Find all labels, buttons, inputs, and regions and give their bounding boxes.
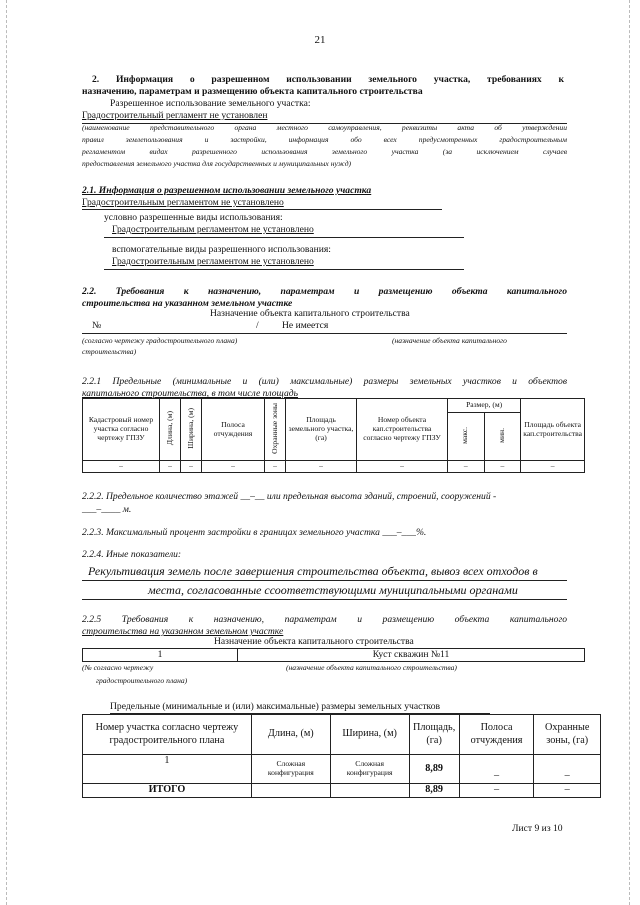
col-size: Размер, (м) [448, 399, 521, 413]
limits-cell [330, 783, 409, 797]
table-cell: – [448, 461, 485, 473]
limits-table [82, 714, 601, 798]
section223-line: 2.2.3. Максимальный процент застройки в границах земельного участка ___–___%. [82, 527, 427, 538]
note-line3: регламентом видах разрешенного использования земельного участка (за исключением случаев [82, 147, 567, 156]
col-strip: Полоса отчуждения [202, 399, 265, 461]
limits-header: Номер участка согласно чертежу градостроительного плана [83, 715, 252, 755]
limits-cell: 8,89 [409, 755, 459, 783]
auxiliary-use-underline [104, 269, 464, 270]
limits-total-label: ИТОГО [83, 783, 252, 797]
table-cell: – [286, 461, 357, 473]
section225-no-cell: 1 [83, 649, 238, 662]
conditional-use-value: Градостроительным регламентом не установлено [112, 224, 314, 235]
section22-purpose-label: Назначение объекта капитального строительства [210, 308, 410, 319]
section225-purpose-cell: Куст скважин №11 [238, 649, 585, 662]
handwritten-underline2 [82, 599, 567, 600]
col-min: мин. [484, 413, 521, 461]
col-max: макс. [448, 413, 485, 461]
handwritten-line2: места, согласованные ссоответствующими муниципальными органами [148, 583, 518, 597]
table-cell: – [83, 461, 160, 473]
handwritten-line1: Рекультивация земель после завершения строительства объекта, вывоз всех отходов в [88, 564, 538, 578]
section22-heading-line1: 2.2. Требования к назначению, параметрам и размещению объекта капитального [82, 286, 567, 297]
section225-caption-left-line2: градостроительного плана) [96, 676, 188, 685]
conditional-use-label: условно разрешенные виды использования: [104, 212, 283, 223]
section22-caption-left-line1: (согласно чертежу градостроительного плана) [82, 336, 238, 345]
table-cell: – [202, 461, 265, 473]
section225-heading-line1: 2.2.5 Требования к назначению, параметрам и размещению объекта капитального [82, 614, 567, 625]
handwritten-underline1 [82, 580, 567, 581]
note-line4: предоставления земельного участка для государственных и муниципальных нужд) [82, 159, 352, 168]
section21-main-underline [82, 209, 442, 210]
limits-header: Ширина, (м) [330, 715, 409, 755]
section2-heading-line2: назначению, параметрам и размещению объекта капитального строительства [82, 86, 423, 97]
section222-line2: ___–____ м. [82, 504, 132, 515]
page-number: 21 [314, 34, 326, 46]
right-scan-edge [629, 0, 633, 905]
section22-caption-left-line2: строительства) [82, 347, 137, 356]
col-width: Ширина, (м) [181, 399, 202, 461]
section225-heading-line2: строительства на указанном земельном участке [82, 626, 284, 637]
limits-cell [251, 783, 330, 797]
section2-heading-line1: 2. Информация о разрешенном использовании земельного участка, требованиях к [92, 74, 564, 85]
section221-heading-line2: капитального строительства, в том числе площадь [82, 388, 299, 399]
section225-purpose-label: Назначение объекта капитального строительства [214, 636, 414, 647]
table-cell: – [160, 461, 181, 473]
limits-header: Длина, (м) [251, 715, 330, 755]
table-cell: – [484, 461, 521, 473]
limits-table-title: Предельные (минимальные и (или) максимальные) размеры земельных участков [110, 701, 441, 712]
section221-table [82, 398, 585, 473]
col-cadastral: Кадастровый номер участка согласно чертежу ГПЗУ [83, 399, 160, 461]
limits-cell: – [534, 783, 601, 797]
col-obj-area: Площадь объекта кап.строительства [521, 399, 585, 461]
col-object-no: Номер объекта кап.строительства согласно чертежу ГПЗУ [357, 399, 448, 461]
section21-main-value: Градостроительным регламентом не установлено [82, 197, 284, 208]
limits-total-area: 8,89 [409, 783, 459, 797]
table-cell: – [357, 461, 448, 473]
col-protected: Охранные зоны [265, 399, 286, 461]
limits-cell: – [459, 755, 534, 783]
limits-header: Площадь, (га) [409, 715, 459, 755]
section22-purpose-value: Не имеется [282, 320, 329, 331]
auxiliary-use-value: Градостроительным регламентом не установлено [112, 256, 314, 267]
section225-table [82, 648, 585, 662]
limits-cell: Сложная конфигурация [330, 755, 409, 783]
limits-cell: – [534, 755, 601, 783]
section22-heading-line2: строительства на указанном земельном участке [82, 298, 293, 309]
section225-caption-right: (назначение объекта капитального строительства) [286, 663, 457, 672]
left-scan-edge [6, 0, 10, 905]
permitted-use-label: Разрешенное использование земельного участка: [110, 98, 311, 109]
limits-cell: Сложная конфигурация [251, 755, 330, 783]
auxiliary-use-label: вспомогательные виды разрешенного использования: [112, 244, 331, 255]
section22-caption-right: (назначение объекта капитального [392, 336, 507, 345]
col-length: Длина, (м) [160, 399, 181, 461]
section22-slash: / [256, 320, 259, 331]
note-line1: (наименование представительного органа местного самоуправления, реквизиты акта об утверждении [82, 123, 567, 132]
limits-cell: – [459, 783, 534, 797]
section22-no-label: № [92, 320, 102, 331]
conditional-use-underline [104, 237, 464, 238]
section222-line: 2.2.2. Предельное количество этажей __–__ или предельная высота зданий, строений, сооружений - [82, 491, 497, 502]
section21-heading: 2.1. Информация о разрешенном использовании земельного участка [82, 185, 372, 196]
table-cell: – [265, 461, 286, 473]
note-line2: правил землепользования и застройки, информация обо всех предусмотренных градостроительным [82, 135, 567, 144]
section225-caption-left-line1: (№ согласно чертежу [82, 663, 154, 672]
table-cell: – [181, 461, 202, 473]
limits-cell: 1 [83, 755, 252, 783]
section22-underline [82, 333, 567, 334]
table-cell: – [521, 461, 585, 473]
col-area: Площадь земельного участка, (га) [286, 399, 357, 461]
permitted-use-value: Градостроительный регламент не установлен [82, 110, 268, 121]
sheet-footer: Лист 9 из 10 [512, 823, 563, 834]
limits-header: Полоса отчуждения [459, 715, 534, 755]
limits-header: Охранные зоны, (га) [534, 715, 601, 755]
section221-heading-line1: 2.2.1 Предельные (минимальные и (или) максимальные) размеры земельных участков и объектов [82, 376, 567, 387]
section224-label: 2.2.4. Иные показатели: [82, 549, 182, 560]
